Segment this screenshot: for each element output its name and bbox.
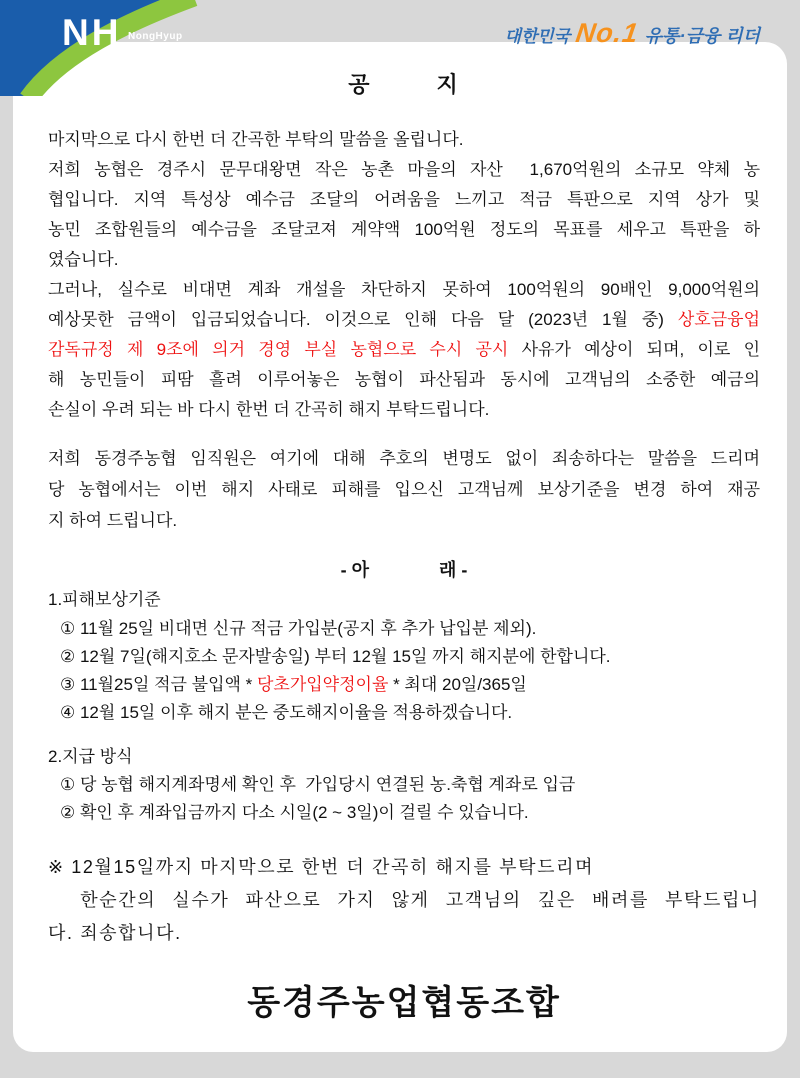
notice-line: [48, 615, 760, 643]
highlighted-text: 감독규정 제 9조에 의거 경영 부실 농협으로 수시 공시: [48, 340, 509, 359]
notice-line: [48, 799, 760, 827]
notice-body: [48, 102, 760, 983]
text-segment: ① 당 농협 해지계좌명세 확인 후 가입당시 연결된 농.축협 계좌로 입금: [60, 775, 576, 794]
text-segment: 그러나, 실수로 비대면 계좌 개설을 차단하지 못하여 100억원의 90배인 9,000억원의: [48, 280, 760, 299]
cooperative-name: 동경주농업협동조합: [247, 984, 561, 1022]
highlighted-text: 당초가입약정이율: [256, 675, 389, 694]
notice-line: [48, 555, 760, 585]
text-segment: ③ 11월25일 적금 불입액 *: [60, 675, 257, 694]
spacer: [48, 425, 760, 443]
nonghyup-logo-text: NongHyup: [128, 31, 183, 42]
nh-logo-text: NH: [62, 12, 122, 53]
spacer: [48, 950, 760, 983]
tagline-rest: 유통·금융 리더: [644, 26, 760, 46]
text-segment: 협입니다. 지역 특성상 예수금 조달의 어려움을 느끼고 적금 특판으로 지역 상가 및: [48, 190, 760, 209]
text-segment: ④ 12월 15일 이후 해지 분은 중도해지이율을 적용하겠습니다.: [60, 703, 513, 722]
notice-line: [48, 585, 760, 615]
notice-line: [48, 305, 760, 335]
spacer: [48, 827, 760, 851]
text-segment: 사유가 예상이 되며, 이로 인: [508, 340, 760, 359]
spacer: [48, 102, 760, 125]
notice-line: [48, 125, 760, 155]
nh-logo-banner: [0, 0, 240, 96]
text-segment: 당 농협에서는 이번 해지 사태로 피해를 입으신 고객님께 보상기준을 변경 하여 재공: [48, 480, 760, 499]
tagline-no1: No.1: [574, 18, 641, 48]
notice-line: [48, 335, 760, 365]
notice-line: [48, 743, 760, 771]
text-segment: 예상못한 금액이 입금되었습니다. 이것으로 인해 다음 달 (2023년 1월 중): [48, 310, 678, 329]
notice-line: [48, 851, 760, 884]
text-segment: ② 확인 후 계좌입금까지 다소 시일(2 ~ 3일)이 걸릴 수 있습니다.: [60, 803, 529, 822]
text-segment: ① 11월 25일 비대면 신규 적금 가입분(공지 후 추가 납입분 제외).: [60, 619, 537, 638]
text-segment: ② 12월 7일(해지호소 문자발송일) 부터 12월 15일 까지 해지분에 한합니다.: [60, 647, 611, 666]
text-segment: 지 하여 드립니다.: [48, 511, 178, 530]
notice-title: 공 지: [348, 72, 460, 97]
notice-line: [48, 917, 760, 950]
notice-document-card: [13, 42, 787, 1052]
text-segment: 1.피해보상기준: [48, 590, 161, 609]
text-segment: 손실이 우려 되는 바 다시 한번 더 간곡히 해지 부탁드립니다.: [48, 400, 490, 419]
notice-line: [48, 443, 760, 474]
spacer: [48, 536, 760, 555]
spacer: [48, 727, 760, 743]
text-segment: 한순간의 실수가 파산으로 가지 않게 고객님의 깊은 배려를 부탁드립니: [48, 890, 761, 910]
notice-line: [48, 185, 760, 215]
text-segment: * 최대 20일/365일: [388, 675, 527, 694]
highlighted-text: 상호금융업: [677, 310, 760, 329]
notice-line: [48, 671, 760, 699]
text-segment: 저희 동경주농협 임직원은 여기에 대해 추호의 변명도 없이 죄송하다는 말씀을 드리며: [48, 449, 760, 468]
text-segment: 였습니다.: [48, 250, 119, 269]
text-segment: 농민 조합원들의 예수금을 조달코져 계약액 100억원 정도의 목표를 세우고 특판을 하: [48, 220, 760, 239]
text-segment: 해 농민들이 피땀 흘려 이루어놓은 농협이 파산됨과 동시에 고객님의 소중한 예금의: [48, 370, 760, 389]
notice-line: [48, 245, 760, 275]
text-segment: 다. 죄송합니다.: [48, 923, 182, 943]
notice-line: [48, 215, 760, 245]
notice-line: [48, 643, 760, 671]
text-segment: 마지막으로 다시 한번 더 간곡한 부탁의 말씀을 올립니다.: [48, 130, 464, 149]
notice-line: [48, 275, 760, 305]
notice-line: [48, 505, 760, 536]
text-segment: 2.지급 방식: [48, 747, 133, 766]
text-segment: 저희 농협은 경주시 문무대왕면 작은 농촌 마을의 자산 1,670억원의 소규모 약체 농: [48, 160, 760, 179]
notice-content: [48, 42, 760, 1023]
notice-line: [48, 884, 760, 917]
notice-line: [48, 474, 760, 505]
text-segment: - 아 래 -: [340, 560, 468, 580]
notice-line: [48, 699, 760, 727]
notice-line: [48, 365, 760, 395]
notice-line: [48, 395, 760, 425]
text-segment: ※ 12월15일까지 마지막으로 한번 더 간곡히 해지를 부탁드리며: [48, 857, 595, 877]
notice-line: [48, 771, 760, 799]
tagline-country: 대한민국: [504, 27, 571, 46]
notice-line: [48, 155, 760, 185]
nh-tagline: [504, 18, 760, 49]
